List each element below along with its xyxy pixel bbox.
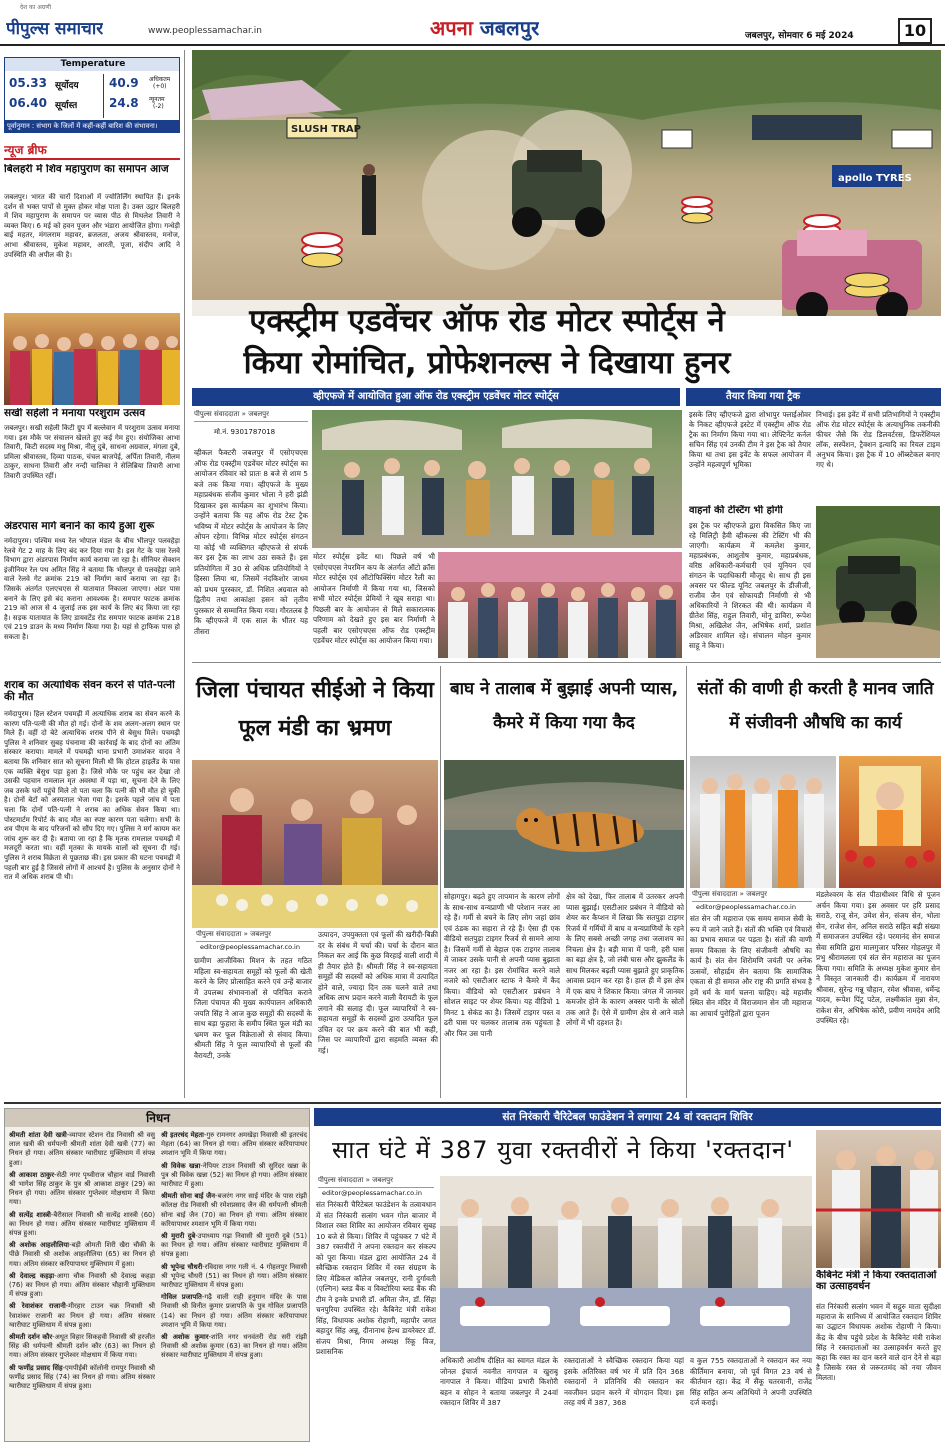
obit-item bbox=[161, 1162, 307, 1190]
testing-head: वाहनों की टेस्टिंग भी होगी bbox=[689, 505, 783, 516]
obit-item bbox=[9, 1333, 155, 1361]
mandi-email[interactable]: editor@peoplessamachar.co.in bbox=[200, 943, 300, 951]
saint-byline-name: पीपुल्स संवाददाता bbox=[692, 890, 738, 898]
blood-email[interactable]: editor@peoplessamachar.co.in bbox=[322, 1189, 422, 1197]
min-temp-label: न्यूनतम bbox=[149, 96, 165, 103]
brief-1-head: बिलहरी में शिव महापुराण का समापन आज bbox=[4, 164, 169, 175]
obituary-box bbox=[4, 1108, 310, 1442]
obit-item bbox=[161, 1192, 307, 1229]
obit-item bbox=[9, 1302, 155, 1330]
max-temp: 40.9 bbox=[109, 76, 139, 90]
obit-text: -बैरीसाल निवासी श्री सत्येंद्र शास्त्री (60) का निधन हो गया। अंतिम संस्कार ग्वारीघाट मुक्तिधाम में संपन्न हुआ। bbox=[9, 1210, 155, 1238]
website-url[interactable]: www.peoplessamachar.in bbox=[148, 26, 262, 36]
obituary-title: निधन bbox=[5, 1109, 310, 1127]
blood-donation-scene bbox=[440, 1176, 812, 1352]
obit-text: -सेठी नगर पृथ्वीराज चौहान वार्ड निवासी श्री भागेश सिंह ठाकुर के पुत्र श्री आकाश ठाकुर (29) का निधन हो गया। अंतिम संस्कार गुप्तेश्वर मोक्षधाम में किया गया। bbox=[9, 1170, 155, 1207]
temperature-title: Temperature bbox=[5, 58, 180, 71]
obit-text: -व्यापार स्टेशन रोड निवासी श्री वसु लाल खत्री की धर्मपत्नी श्रीमती शांता देवी खत्री (77) का निधन हो गया। अंतिम संस्कार ग्वारीघाट मुक्तिधाम में संपन्न हुआ। bbox=[9, 1131, 155, 1167]
mandi-byline-city: जबलपुर bbox=[250, 930, 271, 938]
obit-name: श्री आकाश ठाकुर bbox=[9, 1170, 55, 1179]
tiger-scene bbox=[444, 760, 684, 888]
obit-item bbox=[161, 1131, 307, 1159]
blood-col-2: अधिकारी आशीष दीक्षित का स्वागत मंडल के जोनल इंचार्ज नवनीत नागपाल व खुराबू नागपाल ने किया। मीडिया प्रभारी किशोरी बहन व सोहन ने बताया जबलपुर में 24वां रक्तदान शिविर में 387 bbox=[440, 1356, 558, 1407]
lead-byline: पीपुल्स संवाददाता » जबलपुर bbox=[194, 410, 308, 422]
flower-market-scene bbox=[192, 760, 438, 928]
obit-text: -उपाध्याय गढ़ा निवासी श्री मुरारी दुबे (51) का निधन हो गया। अंतिम संस्कार ग्वारीघाट मुक्तिधाम में संपन्न हुआ। bbox=[161, 1232, 307, 1259]
obit-item bbox=[9, 1171, 155, 1208]
sunset-time: 06.40 bbox=[9, 96, 47, 110]
group-people-icon bbox=[4, 313, 180, 405]
lead-col-1: व्हीकल फैक्टरी जबलपुर में एसोएचएस ऑफ रोड एक्स्ट्रीम एडवेंचर मोटर स्पोर्ट्स का आयोजन रविवार को प्रातः 8 बजे से शाम 5 बजे तक किया गया। व्हीएफजे के मुख्य महाप्रबंधक संजीव कुमार भोला ने हरी झंडी दिखाकर इस कार्यक्रम का शुभारंभ किया। उन्होंने बताया कि यह ऑफ रोड टेस्ट ट्रैक भविष्य में मोटर स्पोर्ट्स के आयोजन के लिए ओपन रहेगा। विभिन्न मोटर स्पोर्ट्स संगठन या कोई भी व्यक्तिगत व्हीएफजे से संपर्क कर इस ट्रैक का लाभ उठा सकते हैं। इस प्रतियोगिता में 30 से अधिक प्रतियोगियों ने हिस्सा लिया था, जिसमें नंदकिशोर जाधव को प्रथम पुरस्कार, डॉ. निशित अग्रवाल को द्वितीय तथा आकांक्षा हसन को तृतीय पुरस्कार से सम्मानित किया गया। गौरतलब है कि व्हीएफजे में एक साल के भीतर यह तीसरा bbox=[194, 448, 308, 636]
saint-byline: पीपुल्स संवाददाता » जबलपुर bbox=[692, 890, 812, 902]
saint-group-photo bbox=[690, 756, 836, 888]
kitty-group-photo bbox=[4, 313, 180, 405]
track-col-1: इसके लिए व्हीएफजे द्वारा शोभापुर फ्लाईओवर के निकट व्हीएफजे इस्टेट में एक्स्ट्रीम ऑफ रोड ट्रैक का निर्माण किया गया था। लेफ्टिनेंट कर्नल सचिन सिंह एवं उनकी टीम ने इस ट्रैक को तैयार किया था तथा इस इवेंट के सफल आयोजन में उन्होंने महत्वपूर्ण भूमिका bbox=[689, 410, 811, 469]
obit-text: -एमपीईबी कॉलोनी रामपुर निवासी श्री फणींद्र प्रसाद सिंह (74) का निधन हो गया। अंतिम संस्कार ग्वारीघाट मुक्तिधाम में संपन्न हुआ। bbox=[9, 1363, 155, 1391]
page-number: 10 bbox=[898, 18, 932, 44]
obit-item bbox=[161, 1263, 307, 1291]
officials-scene bbox=[438, 552, 682, 658]
spectators-scene bbox=[312, 410, 682, 548]
obit-text: -बड़ी ओमती शिरी खैरा चौकी के पीछे निवासी श्री अशोक आहलीलिया (65) का निधन हो गया। अंतिम संस्कार करियापाथर मुक्तिधाम में हुआ। bbox=[9, 1241, 155, 1268]
mandi-col-2: उत्पादन, उपयुक्तता एवं फूलों की खरीदी-बिक्री दर के संबंध में चर्चा की। चर्चा के दौरान बात निकल कर आई कि कुछ विरहाई वाली शादी में ही तैयार होते हैं। श्रीमती सिंह ने स्व-सहायता समूहों की सदस्यों को अधिक मात्रा में उत्पादित होने वाले, ज्यादा दिन तक चलने वाले तथा अधिक लाभ प्रदान करने वाली वैरायटी के फूल लगाने की सलाह दी। फूल व्यापारियों ने स्व-सहायता समूहों के सदस्यों द्वारा उत्पादित फूल उचित दर पर क्रय करने की बात भी कही, जिस पर व्यापारियों द्वारा सहमति व्यक्त की गई। bbox=[318, 930, 438, 1055]
blood-byline-name: पीपुल्स संवाददाता bbox=[318, 1176, 364, 1184]
tiger-headline: बाघ ने तालाब में बुझाई अपनी प्यास, कैमरे में किया गया कैद bbox=[449, 679, 679, 733]
obit-name: श्रीमती शांता देवी खत्री bbox=[9, 1131, 67, 1139]
obit-text: -मीरहार टाउन चक्र निवासी श्री रेवाशंकर राजानी का निधन हो गया। अंतिम संस्कार ग्वारीघाट मुक्तिधाम में संपन्न हुआ। bbox=[9, 1302, 155, 1329]
obit-item bbox=[161, 1333, 307, 1361]
sunset-label: सूर्यास्त bbox=[55, 101, 78, 111]
obit-item bbox=[161, 1293, 307, 1330]
section-title bbox=[430, 14, 539, 41]
offroad-scene bbox=[192, 50, 941, 316]
track-col-2: निभाई। इस इवेंट में सभी प्रतिभागियों ने एक्स्ट्रीम ऑफ रोड मोटर स्पोर्ट्स के अत्याधुनिक तकनीकी फीचर जैसे कि रोड डिलवर्टरस, डिफरेंशियल लॉक, सस्पेंशन, ट्रैक्शन इत्यादि का रियल टाइम अनुभव किया। इस ट्रैक में 10 ऑब्स्टेकल बनाए गए थे। bbox=[816, 410, 940, 469]
mandi-headline: जिला पंचायत सीईओ ने किया फूल मंडी का भ्रमण bbox=[196, 678, 434, 741]
lead-deck: व्हीएफजे में आयोजित हुआ ऑफ रोड एक्स्ट्रीम एडवेंचर मोटर स्पोर्ट्स bbox=[192, 388, 680, 406]
lead-mobile: मो.नं. 9301787018 bbox=[214, 428, 276, 436]
obit-name: श्रीमती सोना बाई जैन bbox=[161, 1192, 215, 1201]
minister-photo bbox=[816, 1130, 941, 1268]
max-temp-delta: (+0) bbox=[153, 83, 167, 90]
obit-name: श्री सत्येंद्र शास्त्री bbox=[9, 1210, 51, 1219]
blood-headline: सात घंटे में 387 युवा रक्तवीरों ने किया 'रक्तदान' bbox=[332, 1136, 794, 1164]
newspaper-logo: पीपुल्स समाचार bbox=[6, 19, 104, 39]
news-brief-title: न्यूज ब्रीफ bbox=[4, 143, 47, 157]
saint-email[interactable]: editor@peoplessamachar.co.in bbox=[696, 903, 796, 911]
blood-donation-photo bbox=[440, 1176, 812, 1352]
saint-headline: संतों की वाणी ही करती है मानव जाति में संजीवनी औषधि का कार्य bbox=[697, 679, 934, 733]
offroad-lead-photo bbox=[192, 50, 941, 316]
bottom-rule bbox=[4, 1102, 941, 1104]
col-rule-mid-2 bbox=[686, 666, 687, 1098]
obit-text: -बजरंग नगर साई मंदिर के पास रांझी कॉलक्ष रोड निवासी श्री रमेशप्रसाद जैन की धर्मपत्नी श्रीमती सोना बाई जैन (70) का निधन हो गया। अंतिम संस्कार करियापाथर श्मशान भूमि में किया गया। bbox=[161, 1192, 307, 1228]
minister-body: संत निरंकारी सत्संग भवन में सद्गुरु माता सुदीक्षा महाराज के सानिध्य में आयोजित रक्तदान शिविर का उद्घाटन विधायक अशोक रोहाणी ने किया। केंद्र के बीच पहुंचे प्रदेश के कैबिनेट मंत्री राकेश सिंह ने रक्तदाताओं का उत्साहवर्धन करते हुए कहा कि रक्त का दान करने वाले दान देने से बड़ा है जिसके रक्त से जरूरतमंद को नया जीवन मिलता। bbox=[816, 1302, 941, 1383]
obit-item bbox=[161, 1232, 307, 1260]
saint-shrine-photo bbox=[839, 756, 941, 888]
jeep-photo bbox=[816, 506, 940, 658]
officials-group-photo bbox=[438, 552, 682, 658]
obit-text: -नेपियर टाउन निवासी श्री सुरिंदर खन्ना के पुत्र श्री विवेक खन्ना (52) का निधन हो गया। अंतिम संस्कार ग्वारीघाट में हुआ। bbox=[161, 1161, 307, 1189]
blood-col-3: रक्तदाताओं ने स्वैच्छिक रक्तदान किया यहां इसके अतिरिक्त वर्ष भर में प्रति दिन 368 रक्तदानों ने प्रतिनिधि की रक्तदान कर नवजीवन प्रदान करने में योगदान दिया। इस तरह वर्ष में 387, 368 bbox=[564, 1356, 684, 1407]
obit-item bbox=[9, 1211, 155, 1239]
brief-2-body: जबलपुर। सखी सहेली किटी ग्रुप में बल्लेवान में परशुराम उत्सव मनाया गया। इस मौके पर संचालन खेलते हुए कई गेम हुए। संयोजिका आभा तिवारी, किटी सदस्य मधु मिश्रा, नीलू दुबे, साधना अग्रवाल, मंगला दुबे, प्रमिला श्रीवास्तव, दिव्या पाठक, चंचल बाजपेई, अर्पिता तिवारी, नीलम ठाकुर, साधना तिवारी और नन्दी चालिका ने सेलिब्रिया तिवारी आभा तिवारी उपस्थित रहीं। bbox=[4, 424, 180, 480]
logo-tagline: देश का अग्रणी bbox=[20, 4, 52, 11]
obit-name: श्री मुरारी दुबे bbox=[161, 1232, 196, 1241]
obit-name: श्री फणींद्र प्रसाद सिंह bbox=[9, 1363, 63, 1372]
lead-headline-2: किया रोमांचित, प्रोफेशनल्स ने दिखाया हुनर bbox=[192, 344, 782, 384]
tiger-col-2: क्षेत्र को देखा, फिर तालाब में उतरकर अपनी प्यास बुझाई। एसटीआर प्रबंधन ने वीडियो को शेयर कर कैप्शन में लिखा कि सतपुड़ा टाइगर रिजर्व में गर्मियों में बाघ व वन्यप्राणियों के रहने के लिए सबसे अच्छी जगह तथा जलाशय का निचला क्षेत्र है। बड़ी मात्रा में पानी, हरी घास का बड़ा क्षेत्र है, जो लंबी घास और झुकलैंड के साथ मिलकर बढ़ती प्यास बुझाते हुए प्राकृतिक आवास प्रदान कर रहा है। हाल ही में इस क्षेत्र में एक बाघ ने शिकार किया। जंगल में जानवर कमजोर होने के कारण अक्सर पानी के स्रोतों तक आते हैं। ऐसे में ग्रामीण क्षेत्र से आने वाले लोगों में भी दहशत है। bbox=[566, 892, 684, 1027]
brief-4-body: नर्मदापुरम। हिल स्टेशन पचमढ़ी में अत्याधिक शराब का सेवन करने के कारण पति-पत्नी की मौत हो गई। दोनों के शव अलग-अलग स्थान पर मिले हैं। वहीं दो बेटे अत्याधिक शराब पीने से बेसुध मिले। पचमढ़ी पुलिस ने शनिवार सुबह पंचनामा की कार्रवाई के बाद दोनों का अंतिम संस्कार कराया। मामले में पचमढ़ी थाना प्रभारी उमाशंकर यादव ने बताया कि शनिवार सात को सूचना मिली थी कि होटल हाइलैंड के पास एक व्यक्ति बेसुध पड़ा हुआ है। जिसे मौके पर पहुंच कर देखा तो उसकी पहचान रामलाल मृत अवस्था में पड़ा था, सूचना देने के लिए जब उसके घरों पहुंचे मिले तो पता चला कि पत्नी की भी मौत हो चुकी है। दोनों बेटों को अस्पताल भेजा गया है। इसके पहले जांच में पता चला कि दोनों पति-पत्नी ने शराब का अधिक सेवन किया था। पोस्टमार्टम रिपोर्ट के बाद मौत का स्पष्ट कारण पता चलेगा। सभी के शव पीएम के बाद परिजनों को सौंप दिए गए। पुलिस ने मर्ग कायम कर जांच शुरू कर दी है। बताया जा रहा है कि मृतक रामलाल पचमढ़ी में मजदूरी करता था। वहीं मृतका के मायके वालों को सूचना दी गई। पुलिस ने शराब विक्रेता से पूछताछ की। इस प्रकार की घटना पचमढ़ी में पहली बार हुई है जिससे लोगों में आश्चर्य है। पुलिस के अनुसार दोनों ने रात में अधिक शराब पी थी। bbox=[4, 710, 180, 882]
obit-text: -अधूत विहार सिकहवी निवासी श्री हरजीत सिंह की धर्मपत्नी श्रीमती दर्शन कौर (63) का निधन हो गया। अंतिम संस्कार गुप्तेश्वर मोक्षधाम में किया गया। bbox=[9, 1333, 155, 1360]
min-temp-delta: (-2) bbox=[153, 103, 164, 110]
max-temp-label: अधिकतम bbox=[149, 76, 171, 83]
sunrise-label: सूर्योदय bbox=[55, 81, 79, 91]
obit-item bbox=[9, 1364, 155, 1392]
obit-name: श्री भूपेन्द्र चौधरी bbox=[161, 1262, 203, 1271]
mandi-byline-name: पीपुल्स संवाददाता bbox=[196, 930, 242, 938]
track-head: तैयार किया गया ट्रैक bbox=[686, 388, 941, 406]
brief-3-head: अंडरपास मार्ग बनाने का कार्य हुआ शुरू bbox=[4, 521, 155, 532]
mandi-col-1: ग्रामीण आजीविका मिशन के तहत गठित महिला स्व-सहायता समूहों को फूलों की खेती करने के लिए प्रोत्साहित करने एवं उन्हें बाजार में उपलब्ध संभावनाओं से परिचित कराने जिला पंचायत की मुख्य कार्यपालन अधिकारी जयति सिंह ने आज कुछ समूहों की सदस्यों के साथ बड़ा फुहारा के समीप स्थित फूल मंडी का भ्रमण कर फूल विक्रेताओं से संवाद किया। श्रीमती सिंह ने फूल व्यापारियों से फूलों की वैरायटी, उनके bbox=[194, 956, 312, 1060]
shrine-scene bbox=[839, 756, 941, 888]
obit-item bbox=[9, 1131, 155, 1168]
brief-2-head: सखी सहेली ने मनाया परशुराम उत्सव bbox=[4, 408, 146, 419]
min-temp: 24.8 bbox=[109, 96, 139, 110]
lead-byline-city: जबलपुर bbox=[248, 410, 269, 418]
tiger-photo bbox=[444, 760, 684, 888]
blood-byline: पीपुल्स संवाददाता » जबलपुर bbox=[318, 1176, 434, 1188]
slush-trap-sign: SLUSH TRAP bbox=[291, 124, 361, 135]
apollo-banner-text: apollo TYRES bbox=[838, 173, 912, 184]
brief-4-head: शराब का अत्याधिक सेवन करने से पति-पत्नी की मौत bbox=[4, 680, 175, 703]
saint-col-1: संत सेन जी महाराज एक समय समाज सेवी के रूप में जाने जाते हैं। संतों की भक्ति एवं विचारों का प्रभाव समाज पर पड़ता है। संतों की वाणी समय विकास के लिए संजीवनी औषधि का कार्य है। संत सेन शिरोमणि जयंती पर अनेक उत्सवों, सौहार्द्रम सेन बताया कि सामाजिक एकता से ही समाज और राष्ट्र की प्रगति संभव है हमें धर्म के मार्ग चलना चाहिए। बड़े महावीर स्थित सेन मंदिर में विराजमान सेन जी महाराज का आचार्य पुरोहितों द्वारा पूजन bbox=[690, 914, 812, 1018]
mid-rule bbox=[192, 662, 941, 663]
saint-byline-city: जबलपुर bbox=[746, 890, 767, 898]
obit-name: गोविल प्रजापति bbox=[161, 1293, 202, 1302]
forecast-note: पूर्वानुमान : संभाग के जिलों में कहीं-कहीं बारिश की संभावना। bbox=[4, 120, 180, 133]
lead-headline-1: एक्स्ट्रीम एडवेंचर ऑफ रोड मोटर स्पोर्ट्स ने bbox=[192, 300, 782, 344]
brief-1-body: जबलपुर। भारत की चारों दिशाओं में ज्योतिर्लिंग स्थापित हैं। इनके दर्शन से भक्त पापों से मुक्त होकर मोक्ष पाता है। उक्त उद्गार बिलहरी में शिव महापुराण के समापन पर व्यास पीठ से मिथलेश तिवारी ने व्यक्त किए। 6 मई को हवन पूजन और भंडारा आयोजित होगा। गन्धेड़ी बाई महतर, मंगलराम महावर, ब्रजलता, अजय श्रीवास्तव, मनोज, आभा श्रीवास्तव, मुकेश महावर, आरती, पूजा, संदीप आदि ने उपस्थिति की अपील की है। bbox=[4, 193, 180, 259]
obit-item bbox=[9, 1241, 155, 1269]
obituary-col-1 bbox=[9, 1131, 155, 1441]
brief-rule bbox=[4, 158, 180, 160]
blood-kicker: संत निरंकारी चैरिटेबल फाउंडेशन ने लगाया 24 वां रक्तदान शिविर bbox=[314, 1108, 941, 1126]
spectators-photo bbox=[312, 410, 682, 548]
section-title-b: जबलपुर bbox=[479, 16, 540, 40]
lead-col-2: मोटर स्पोर्ट्स इवेंट था। पिछले वर्ष भी एसोएचएस नेपरमिन कप के अंतर्गत ऑटो क्रॉस मोटर स्पोर्ट्स एवं ऑटोफिक्सिंग मोटर रैली का आयोजन निर्माणी में किया गया था, जिसको सभी मोटर स्पोर्ट्स प्रेमियों ने खूब सराहा था। पिछली बार के आयोजन से मिले सकारात्मक परिणाम को देखते हुए इस बार निर्माणी ने पहली बार एसोएचएस ऑफ रोड एक्स्ट्रीम एडवेंचर मोटर स्पोर्ट्स का आयोजन किया गया। bbox=[313, 552, 435, 645]
obit-name: श्रीमती दर्शन कौर bbox=[9, 1333, 53, 1342]
obit-text: -गुरु रामनगर अमखेड़ा निवासी श्री इतरचंद मेहता (64) का निधन हो गया। अंतिम संस्कार करियापाथर श्मशान भूमि में किया गया। bbox=[161, 1131, 307, 1158]
temp-divider bbox=[103, 74, 104, 118]
jeep-scene bbox=[816, 506, 940, 658]
masthead bbox=[0, 0, 945, 46]
blood-byline-city: जबलपुर bbox=[372, 1176, 393, 1184]
testing-body: इस ट्रैक पर व्हीएफजे द्वारा विकसित किए जा रहे मिलिट्री हैवी व्हीकल्स की टेस्टिंग भी की जाएगी। कार्यक्रम में कमलेश कुमार, महाप्रबंधक, आशुतोष कुमार, महाप्रबंधक, वरिष्ठ अधिकारी-कर्मचारी एवं यूनियन एवं संगठन के पदाधिकारी मौजूद थे। साथ ही इस अवसर पर फील्ड यूनिट जबलपुर के डीजीजी, राजीव जैन एवं सोफायडी निर्माणी से भी अधिकारियों ने शिरकत की थी। कार्यक्रम में ग्रीतेश सिंह, राहुल तिवारी, मोनू डाविरा, रूपेश मिश्रा, अखिलेश जैन, अभिषेक शर्मा, प्रशांत अडिरवार शामिल रहे। संचालन मोहन कुमार साहू ने किया। bbox=[689, 521, 811, 650]
obit-name: श्री अशोक कुमार bbox=[161, 1333, 209, 1342]
obit-text: -शांति नगर धनवंतरी रोड सरी रांझी निवासी श्री अशोक कुमार (63) का निधन हो गया। अंतिम संस्कार ग्वारीघाट मुक्तिधाम में संपन्न हुआ। bbox=[161, 1333, 307, 1360]
obit-item bbox=[9, 1272, 155, 1300]
section-title-a: अपना bbox=[430, 16, 473, 40]
blood-col-4: व कुल 755 रक्तदाताओं ने रक्तदान कर नया कीर्तिमान बनाया, जो पूर्व विगत 23 वर्ष से कीर्तमान रहा। केंद्र में सैंकू चतरवानी, राजेंद्र सिंह सहित अन्य अतिथियों ने अपनी उपस्थिति दर्ज कराई। bbox=[690, 1356, 812, 1407]
obit-name: श्री विवेक खन्ना bbox=[161, 1161, 201, 1170]
obit-text: -आगा चौक निवासी श्री देवाल्द्र कहड़ा (76) का निधन हो गया। अंतिम संस्कार चौहानी मुक्तिधाम में संपन्न हुआ। bbox=[9, 1271, 155, 1299]
column-rule-left bbox=[184, 50, 185, 1098]
sunrise-time: 05.33 bbox=[9, 76, 47, 90]
obit-name: श्री देवाल्द्र कहड़ा bbox=[9, 1271, 55, 1280]
obituary-col-2 bbox=[161, 1131, 307, 1441]
tiger-col-1: सोहागपुर। बढ़ते हुए तापमान के कारण लोगों के साथ-साथ वन्यप्राणी भी परेशान नजर आ रहे हैं। गर्मी से बचने के लिए लोग जहां छांव एवं ठंडक का सहारा ले रहे हैं। ऐसा ही एक वीडियो सतपुड़ा टाइगर रिजर्व से सामने आया है। जिसमें गर्मी से बेहाल एक टाइगर तालाब में जाकर उसके पानी से अपनी प्यास बुझाता नजर आ रहा है। इस रोमांचित करने वाले नजारे को एसटीआर स्टाफ ने कैमरे में कैद किया। वीडियो को एसटीआर प्रबंधन ने सोशल साइट पर शेयर किया। यह वीडियो 1 मिनट 1 सेकंड का है। जिसमें टाइगर पस्त व ढरी घास पर चलकर तालाब तक पहुंचता है और फिर उस पानी bbox=[444, 892, 560, 1038]
obit-text: -रविदास नगर गली नं. 4 गोहलपुर निवासी श्री भूपेन्द्र चौधरी (51) का निधन हो गया। अंतिम संस्कार ग्वारीघाट मुक्तिधाम में संपन्न हुआ। bbox=[161, 1262, 307, 1290]
obit-name: श्री अशोक आहलीलिया bbox=[9, 1241, 70, 1250]
dateline: जबलपुर, सोमवार 6 मई 2024 bbox=[745, 31, 854, 41]
blood-col-1: संत निरंकारी चैरिटेबल फाउंडेशन के तत्वावधान में संत निरंकारी सत्संग भवन गोल बाजार में विशाल रक्त शिविर का आयोजन रविवार सुबह 10 बजे से किया। शिविर में पहुंचकर 7 घंटे में 387 रक्तवीरों ने अपना रक्तदान कर संकल्प को पूरा किया। मंडल द्वारा आयोजित 24 वें स्वैच्छिक रक्तदान शिविर में रक्त संग्रहण के लिए मेडिकल कॉलेज जबलपुर, रानी दुर्गावती (एल्गिन) ब्लड बैंक व विक्टोरिया ब्लड बैंक की टीम ने इनके प्रभारी डॉ. अमिता जैन, डॉ. सिंहा चनपुरिया उपस्थित रहे। कैबिनेट मंत्री राकेश सिंह, विधायक अशोक रोहाणी, महापौर जगत बहादुर सिंह अन्नू, दीनानाथ हेल्थ डायरेक्टर डॉ. संजय मिश्रा, निगम अध्यक्ष रिंकू विज, प्रशासनिक bbox=[316, 1200, 436, 1356]
brief-3-body: नर्मदापुरम। पश्चिम मध्य रेल भोपाल मंडल के बीच भीलपुर पलवहेड़ा रेलवे गेट 2 माह के लिए बंद कर दिया गया है। इस गेट के पास रेलवे विभाग द्वारा अंडरपास निर्माण कार्य कराया जा रहा है। सीनियर सेक्शन इंजीनियर रेल पथ अमित सिंह ने बताया कि भीलपुर से पलवहेड़ा जाने वाले रेलवे गेट क्रमांक 219 को निर्माण कार्य कराया जा रहा है। जिसके अंतर्गत एलएचएस से यातायात निकाला जाएगा। अंडर पास बनाने के लिए इसे बंद कराना आवश्यक है। समपार फाटक क्रमांक 219 को आज से 4 जुलाई तक इस कार्य के लिए बंद किया जा रहा है। सड़क यातायात के लिए डायवर्टेड रोड समपार फाटक क्रमांक 218 एवं 219 डाउन के मध्य निर्माण किया गया है। यहां से ट्राफिक पास हो सकता है। bbox=[4, 537, 180, 641]
saint-col-2: मंडलेश्वरम के संत पीठाधीश्वर विधि से पूजन अर्चन किया गया। इस अवसर पर हरि प्रसाद सराठे, राजू सेन, उमेश सेन, संजय सेन, भोला सेन, राजेश सेन, अनिल सराठे सहित बड़ी संख्या में समाजजन उपस्थित रहे। परमानंद सेन समाज सेवा समिति द्वारा मालगुजार परिसर गोहलपुर में प्रभु श्रीरामलला एवं संत सेन महाराज का पूजन किया गया। समिति के अध्यक्ष मुकेश कुमार सेन ने विस्तृत जानकारी दी। कार्यक्रम में नारायण श्रीवास, सुरेन्द्र गन्नू चौहान, रमेश श्रीवास, धर्मेन्द्र यादव, रूपेश पिंटू पटेल, लक्ष्मीकांत मुन्ना सेन, राकेश सेन, अभिषेक कोरी, प्रवीण नामदेव आदि उपस्थित रहे। bbox=[816, 890, 940, 1025]
minister-head: कैबिनेट मंत्री ने किया रक्तदाताओं का उत्साहवर्धन bbox=[816, 1270, 937, 1293]
flower-market-photo bbox=[192, 760, 438, 928]
lead-byline-name: पीपुल्स संवाददाता bbox=[194, 410, 240, 418]
obit-name: श्री इतरचंद मेहता bbox=[161, 1131, 204, 1139]
minister-scene bbox=[816, 1130, 941, 1268]
obit-name: श्री रेवाशंकर राजानी bbox=[9, 1302, 66, 1311]
saint-group-scene bbox=[690, 756, 836, 888]
obit-text: -गढ़ै वाली राही हनुमान मंदिर के पास निवासी श्री विनीत कुमार प्रजापति के पुत्र गोविल प्रजापति (14) का निधन हो गया। अंतिम संस्कार करियापाथर श्मशान भूमि में किया गया। bbox=[161, 1293, 307, 1329]
col-rule-mid-1 bbox=[440, 666, 441, 1098]
mandi-byline: पीपुल्स संवाददाता » जबलपुर bbox=[196, 930, 314, 942]
